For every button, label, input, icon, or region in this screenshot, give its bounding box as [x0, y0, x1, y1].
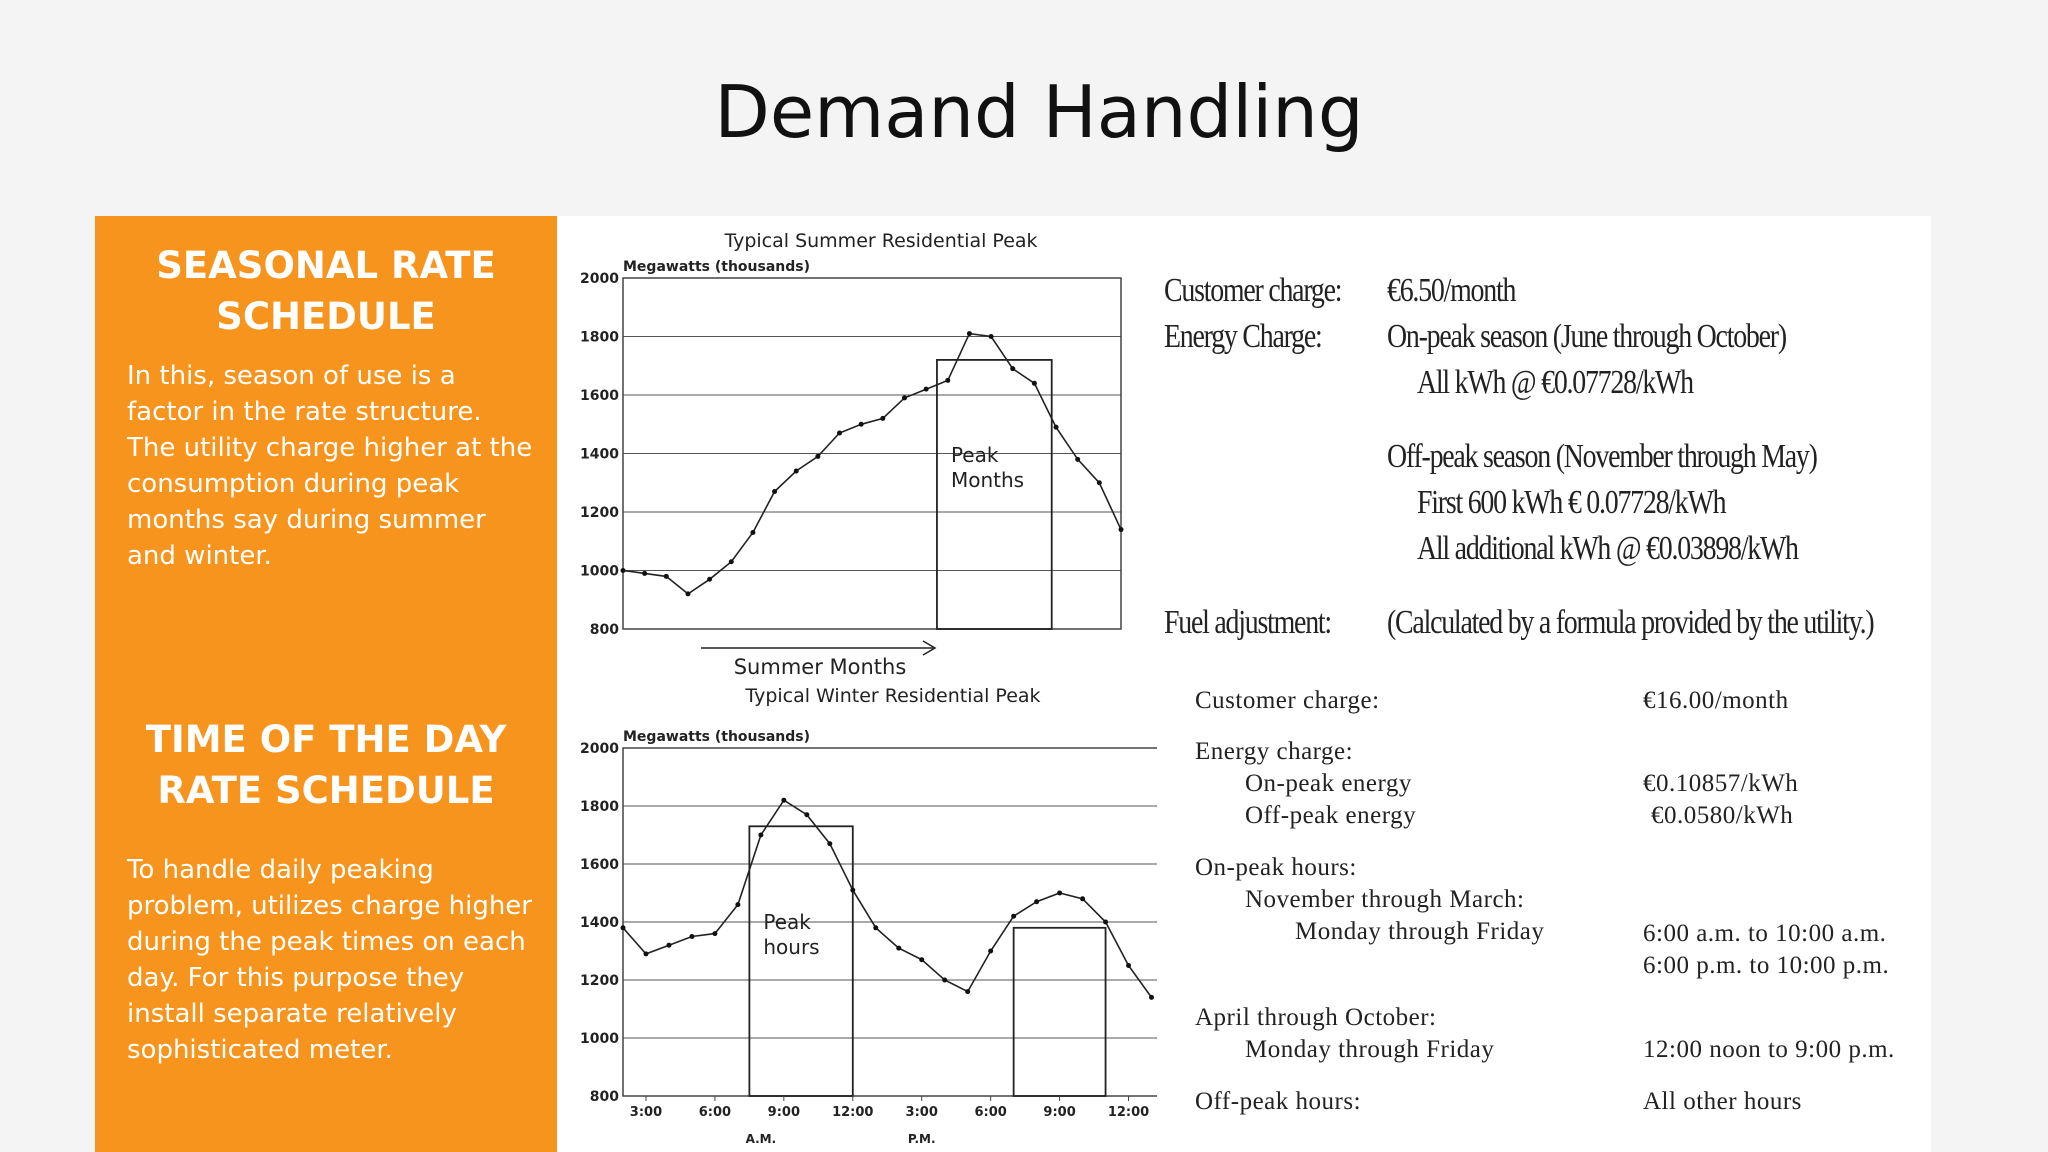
winter-data-point [781, 798, 786, 803]
winter-y-tick-label: 1000 [580, 1031, 619, 1047]
winter-data-point [1080, 896, 1085, 901]
summer-data-point [1010, 366, 1015, 371]
summer-series-line [623, 334, 1121, 594]
summer-data-point [1054, 425, 1059, 430]
summer-data-point [945, 378, 950, 383]
summer-data-point [859, 422, 864, 427]
summer-y-axis-label: Megawatts (thousands) [623, 259, 811, 275]
summer-peak-label-line2: Months [950, 468, 1025, 493]
fuel-adjustment-label: Fuel adjustment: [1164, 604, 1331, 641]
seasonal-onpeak-rate: All kWh @ €0.07728/kWh [1417, 364, 1693, 401]
seasonal-customer-value: €6.50/month [1387, 272, 1516, 309]
winter-y-tick-label: 2000 [580, 741, 619, 757]
summer-chart-title: Typical Summer Residential Peak [724, 230, 1038, 252]
winter-data-point [1149, 995, 1154, 1000]
tod-customer-value: €16.00/month [1643, 687, 1789, 714]
winter-period-label: P.M. [907, 1132, 936, 1146]
winter-data-point [942, 978, 947, 983]
summer-data-point [880, 416, 885, 421]
tod-onpeak-hours: On-peak hours: [1195, 854, 1357, 881]
content-panel [557, 216, 1931, 1152]
seasonal-heading-line1: SEASONAL RATE [156, 244, 496, 287]
summer-data-point [1119, 527, 1124, 532]
winter-data-point [689, 934, 694, 939]
summer-data-point [642, 571, 647, 576]
summer-data-point [794, 469, 799, 474]
summer-data-point [1075, 457, 1080, 462]
winter-y-tick-label: 1800 [580, 799, 619, 815]
winter-x-tick-label: 12:00 [832, 1105, 874, 1120]
winter-data-point [666, 943, 671, 948]
tod-apr-oct: April through October: [1195, 1004, 1437, 1031]
tod-onpeak-energy-value: €0.10857/kWh [1643, 770, 1799, 797]
tod-mon-fri-2: Monday through Friday [1245, 1036, 1495, 1063]
summer-data-point [1097, 480, 1102, 485]
tod-heading-line1: TIME OF THE DAY [145, 718, 507, 761]
winter-data-point [735, 902, 740, 907]
summer-data-point [664, 574, 669, 579]
summer-data-point [621, 568, 626, 573]
tod-onpeak-energy: On-peak energy [1245, 770, 1412, 797]
seasonal-offpeak-rate1: First 600 kWh € 0.07728/kWh [1417, 484, 1726, 521]
winter-x-tick-label: 6:00 [974, 1105, 1007, 1120]
winter-data-point [758, 833, 763, 838]
winter-peak-box [1014, 928, 1106, 1096]
summer-data-point [837, 431, 842, 436]
summer-y-tick-label: 2000 [580, 271, 619, 287]
seasonal-heading-line2: SCHEDULE [216, 295, 436, 338]
winter-data-point [804, 812, 809, 817]
summer-y-tick-label: 800 [589, 622, 619, 638]
winter-data-point [1103, 920, 1108, 925]
summer-data-point [729, 559, 734, 564]
orange-sidebar [95, 216, 557, 1152]
winter-data-point [873, 925, 878, 930]
summer-data-point [815, 454, 820, 459]
seasonal-offpeak: Off-peak season (November through May) [1387, 438, 1817, 475]
summer-peak-box [937, 360, 1052, 629]
tod-energy-label: Energy charge: [1195, 738, 1354, 765]
summer-y-tick-label: 1400 [580, 446, 619, 463]
winter-x-tick-label: 9:00 [767, 1105, 801, 1120]
winter-peak-label-line2: hours [763, 934, 820, 959]
summer-data-point [685, 591, 690, 596]
winter-data-point [621, 925, 626, 930]
winter-x-tick-label: 6:00 [698, 1105, 732, 1120]
summer-data-point [924, 387, 929, 392]
winter-x-tick-label: 9:00 [1043, 1105, 1076, 1120]
summer-x-axis-label: Summer Months [733, 655, 907, 679]
summer-y-tick-label: 1800 [580, 329, 619, 346]
tod-description: To handle daily peaking problem, utilizes charge higher during the peak times on each day. For this purpose they install separate relatively sophisticated meter. [127, 855, 532, 1065]
winter-data-point [850, 888, 855, 893]
tod-customer-label: Customer charge: [1195, 687, 1380, 714]
winter-x-tick-label: 12:00 [1107, 1105, 1150, 1120]
winter-y-tick-label: 1400 [580, 915, 619, 931]
winter-data-point [919, 957, 924, 962]
winter-peak-box [749, 826, 852, 1096]
tod-time-1: 6:00 a.m. to 10:00 a.m. [1643, 920, 1887, 947]
winter-data-point [1034, 899, 1039, 904]
seasonal-energy-label: Energy Charge: [1164, 318, 1322, 355]
charts-svg [557, 216, 1157, 1152]
seasonal-customer-label: Customer charge: [1164, 272, 1342, 309]
tod-offpeak-energy-value: €0.0580/kWh [1651, 802, 1794, 829]
summer-data-point [1032, 381, 1037, 386]
tod-mon-fri-1: Monday through Friday [1295, 918, 1545, 945]
winter-chart-title: Typical Winter Residential Peak [745, 685, 1041, 707]
summer-data-point [902, 395, 907, 400]
winter-y-tick-label: 800 [589, 1089, 619, 1105]
fuel-adjustment-value: (Calculated by a formula provided by the utility.) [1387, 604, 1874, 641]
summer-data-point [750, 530, 755, 535]
slide-title: Demand Handling [714, 70, 1364, 154]
tod-heading-line2: RATE SCHEDULE [157, 769, 495, 812]
winter-data-point [1126, 963, 1131, 968]
winter-data-point [1057, 891, 1062, 896]
summer-peak-label-line1: Peak [950, 443, 999, 468]
summer-data-point [772, 489, 777, 494]
seasonal-onpeak: On-peak season (June through October) [1387, 318, 1786, 355]
tod-time-3: 12:00 noon to 9:00 p.m. [1643, 1036, 1895, 1063]
winter-period-label: A.M. [745, 1132, 777, 1146]
tod-nov-mar: November through March: [1245, 886, 1525, 913]
tod-offpeak-hours: Off-peak hours: [1195, 1088, 1362, 1115]
winter-data-point [1011, 914, 1016, 919]
summer-y-tick-label: 1200 [580, 505, 619, 521]
tod-offpeak-energy: Off-peak energy [1245, 802, 1417, 829]
seasonal-description: In this, season of use is a factor in the rate structure. The utility charge higher at the consumption during peak months say during summer and winter. [127, 361, 533, 571]
winter-data-point [827, 841, 832, 846]
winter-y-tick-label: 1200 [580, 973, 619, 989]
tod-offpeak-hours-value: All other hours [1643, 1088, 1802, 1115]
winter-peak-label-line1: Peak [763, 909, 811, 934]
seasonal-offpeak-rate2: All additional kWh @ €0.03898/kWh [1417, 530, 1798, 567]
winter-y-tick-label: 1600 [580, 857, 619, 873]
summer-data-point [707, 577, 712, 582]
winter-data-point [643, 951, 648, 956]
winter-data-point [712, 931, 717, 936]
winter-x-tick-label: 3:00 [629, 1105, 663, 1120]
winter-data-point [988, 949, 993, 954]
winter-data-point [896, 946, 901, 951]
winter-series-line [623, 800, 1152, 997]
winter-y-axis-label: Megawatts (thousands) [623, 729, 811, 745]
summer-y-tick-label: 1600 [580, 388, 619, 404]
winter-data-point [965, 989, 970, 994]
summer-y-tick-label: 1000 [580, 563, 619, 580]
tod-time-2: 6:00 p.m. to 10:00 p.m. [1643, 952, 1890, 979]
summer-data-point [989, 334, 994, 339]
winter-x-tick-label: 3:00 [905, 1105, 938, 1120]
summer-data-point [967, 331, 972, 336]
